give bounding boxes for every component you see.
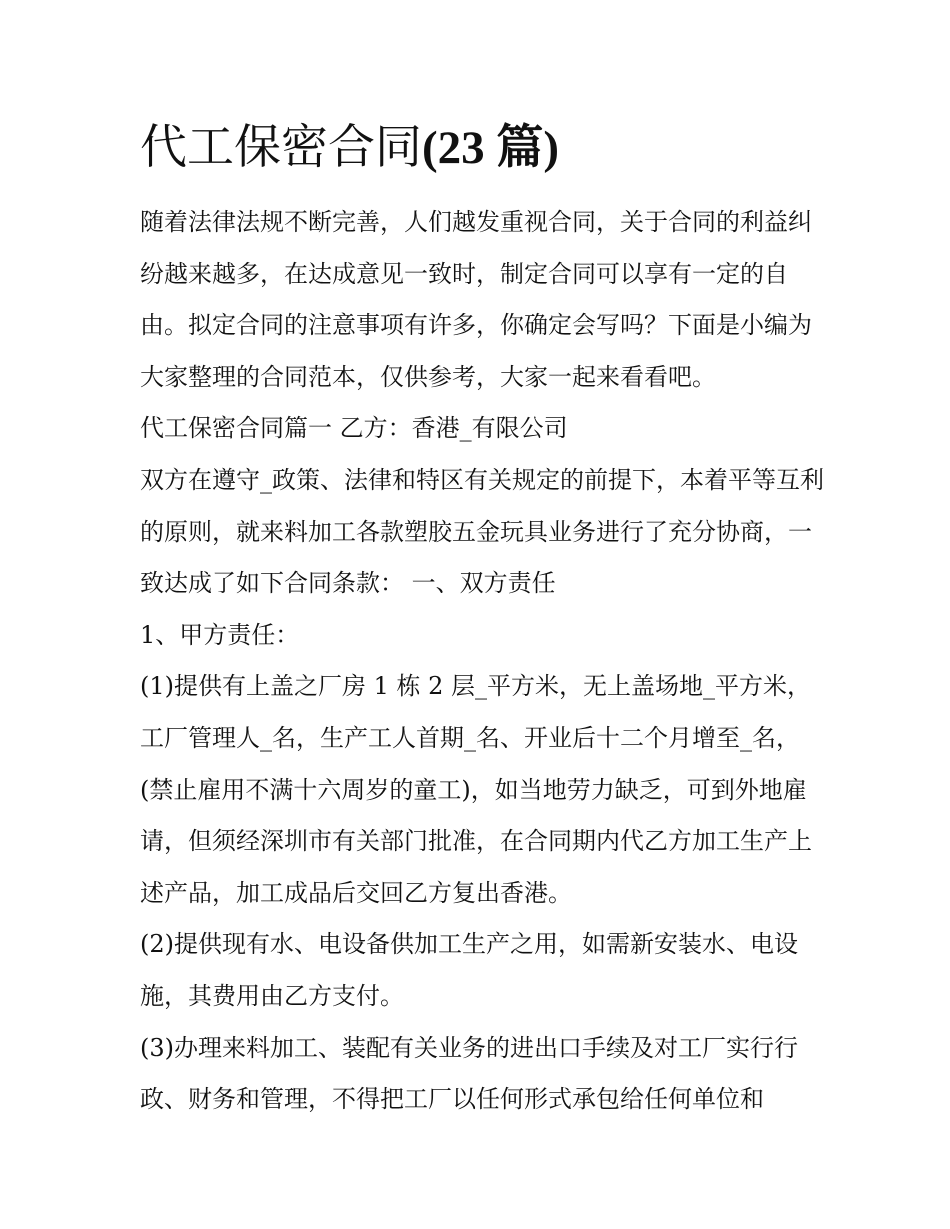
party-a-heading: 1、甲方责任：	[140, 620, 300, 649]
clause-3: (3)办理来料加工、装配有关业务的进出口手续及对工厂实行行政、财务和管理，不得把工厂以任何形式承包给任何单位和	[140, 1033, 798, 1114]
title-main: 代工保密合同	[140, 120, 422, 175]
document-body	[140, 197, 830, 1126]
document-title	[140, 116, 559, 180]
contract-heading: 代工保密合同篇一 乙方：香港_有限公司	[140, 414, 568, 443]
preamble-paragraph: 双方在遵守_政策、法律和特区有关规定的前提下，本着平等互利的原则，就来料加工各款塑胶五金玩具业务进行了充分协商，一致达成了如下合同条款： 一、双方责任	[140, 465, 824, 598]
intro-paragraph: 随着法律法规不断完善，人们越发重视合同，关于合同的利益纠纷越来越多，在达成意见一致时，制定合同可以享有一定的自由。拟定合同的注意事项有许多，你确定会写吗？下面是小编为大家整理的合同范本，仅供参考，大家一起来看看吧。	[140, 208, 812, 391]
clause-2: (2)提供现有水、电设备供加工生产之用，如需新安装水、电设施，其费用由乙方支付。	[140, 930, 798, 1010]
clause-1: (1)提供有上盖之厂房 1 栋 2 层_平方米，无上盖场地_平方米，工厂管理人_名，生产工人首期_名、开业后十二个月增至_名，(禁止雇用不满十六周岁的童工)，如当地劳力缺乏，可到外地雇请，但须经深圳市有关部门批准，在合同期内代乙方加工生产上述产品，加工成品后交回乙方复出香港。	[140, 672, 812, 907]
title-count: (23 篇)	[422, 122, 560, 174]
